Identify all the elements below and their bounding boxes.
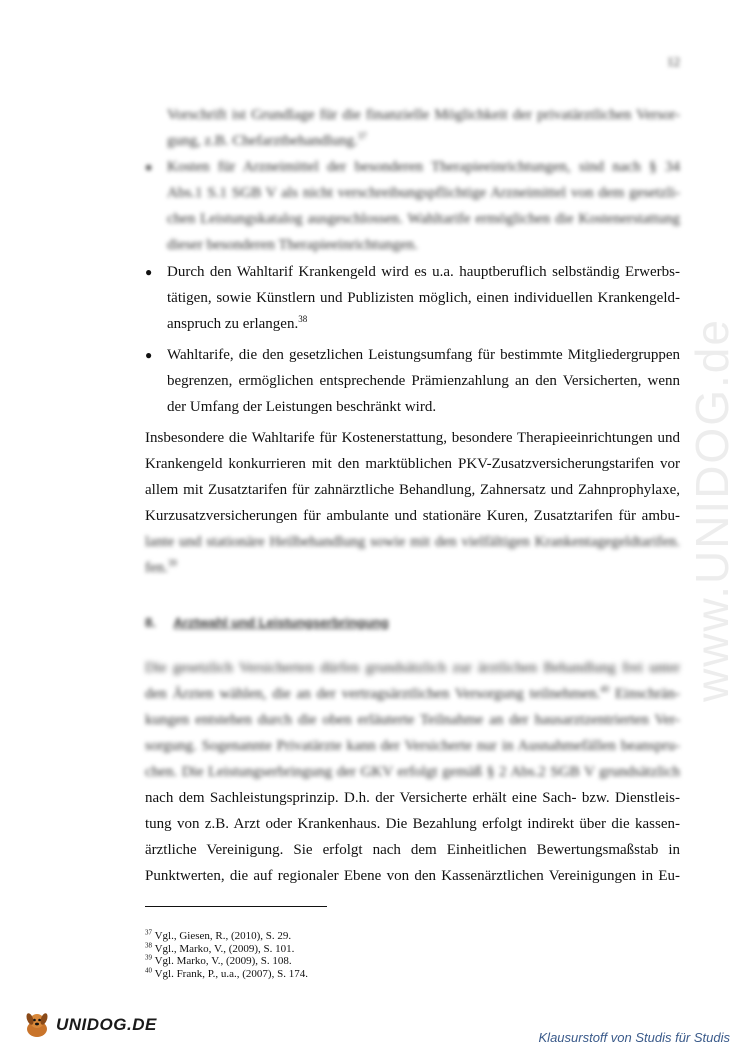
text-line: Insbesondere die Wahltarife für Kostenerstattung, besondere Therapieeinrichtungen und bbox=[145, 430, 680, 446]
text-line: Punktwerten, die auf regionaler Ebene von den Kassenärztlichen Vereinigungen in Eu- bbox=[145, 868, 680, 884]
footnote-item: $^{37}$ Vgl., Giesen, R., (2010), S. 29. bbox=[145, 928, 292, 942]
section-heading bbox=[145, 615, 389, 630]
text-line: tätigen, sowie Künstlern und Publizisten möglich, einen individuellen Krankengeld- bbox=[167, 290, 680, 306]
text-line: sorgung. Sogenannte Privatärzte kann der Versicherte nur in Ausnahmefällen beanspru- bbox=[145, 738, 680, 754]
text-line: Kosten für Arzneimittel der besonderen Therapieeinrichtungen, sind nach § 34 bbox=[167, 159, 680, 175]
tagline: Klausurstoff von Studis für Studis bbox=[538, 1030, 730, 1045]
footnote-divider bbox=[145, 906, 327, 907]
footnote-item: $^{40}$ Vgl. Frank, P., u.a., (2007), S. 174. bbox=[145, 965, 308, 980]
bullet-item-krankengeld bbox=[145, 259, 680, 337]
footnote-ref: 38 bbox=[298, 314, 308, 324]
unidog-logo[interactable] bbox=[22, 1010, 157, 1040]
watermark: www.UNIDOG.de bbox=[686, 318, 739, 702]
text-line: den Ärzten wählen, die an der vertragsärztlichen Versorgung teilnehmen.$^{40}$ Einschrän- bbox=[145, 684, 680, 702]
footnote-item: $^{38}$ Vgl., Marko, V., (2009), S. 101. bbox=[145, 940, 295, 955]
text-line: tung von z.B. Arzt oder Krankenhaus. Die Bezahlung erfolgt indirekt über die kassen- bbox=[145, 816, 680, 832]
blurred-continuation bbox=[145, 102, 680, 154]
footnote-item: $^{39}$ Vgl. Marko, V., (2009), S. 108. bbox=[145, 953, 292, 967]
paragraph-wahltarife bbox=[145, 425, 680, 581]
page-number: 12 bbox=[667, 54, 680, 69]
dog-mascot-icon bbox=[22, 1010, 52, 1040]
bullet-item-leistungsumfang bbox=[145, 342, 680, 420]
text-line: fen.$^{39}$ bbox=[145, 558, 177, 576]
text-line: Wahltarife, die den gesetzlichen Leistungsumfang für bestimmte Mitgliedergruppen bbox=[167, 347, 680, 363]
paragraph-arztwahl bbox=[145, 655, 680, 889]
text-line: Abs.1 S.1 SGB V als nicht verschreibungspflichtige Arzneimittel von dem gesetzli- bbox=[167, 185, 680, 201]
text-line: begrenzen, ermöglichen entsprechende Prämienzahlung an den Versicherten, wenn bbox=[167, 373, 680, 389]
bullet-icon: ● bbox=[145, 348, 153, 362]
section-title: Arztwahl und Leistungserbringung bbox=[173, 615, 389, 630]
text-line: kungen entstehen durch die oben erläuterte Teilnahme an der hausarztzentrierten Ver- bbox=[145, 712, 680, 728]
text-line: allem mit Zusatztarifen für zahnärztliche Behandlung, Zahnersatz und Zahnprophylaxe, bbox=[145, 482, 680, 498]
text-line: ärztliche Vereinigung. Sie erfolgt nach dem Einheitlichen Bewertungsmaßstab in bbox=[145, 842, 680, 858]
logo-text: UNIDOG.DE bbox=[56, 1015, 157, 1034]
text-line: Kurzusatzversicherungen für ambulante und stationäre Kuren, Zusatztarifen für ambu- bbox=[145, 508, 680, 524]
text-line: Vorschrift ist Grundlage für die finanzielle Möglichkeit der privatärztlichen Versor- bbox=[167, 107, 680, 123]
bullet-icon: ● bbox=[145, 160, 153, 174]
section-number: 8. bbox=[145, 615, 156, 630]
text-line: nach dem Sachleistungsprinzip. D.h. der Versicherte erhält eine Sach- bzw. Dienstleis- bbox=[145, 790, 680, 806]
text-line: Krankengeld konkurrieren mit den marktüblichen PKV-Zusatzversicherungstarifen vor bbox=[145, 456, 680, 472]
text-line: dieser besonderen Therapieeinrichtungen. bbox=[167, 237, 418, 253]
text-line: chen. Die Leistungserbringung der GKV erfolgt gemäß § 2 Abs.2 SGB V grundsätzlich bbox=[145, 764, 680, 780]
text-line: Durch den Wahltarif Krankengeld wird es u.a. hauptberuflich selbständig Erwerbs- bbox=[167, 264, 680, 280]
text-line: gung, z.B. Chefarztbehandlung.$^{37}$ bbox=[167, 131, 367, 149]
footnotes bbox=[145, 930, 308, 980]
text-line: lante und stationäre Heilbehandlung sowie mit den vielfältigen Krankentagegeldtarifen. bbox=[145, 534, 680, 550]
bullet-item-arzneimittel bbox=[145, 154, 680, 258]
bullet-icon: ● bbox=[145, 265, 153, 279]
text-line: chen Leistungskatalog ausgeschlossen. Wahltarife ermöglichen die Kostenerstattung bbox=[167, 211, 680, 227]
text-line: der Umfang der Leistungen beschränkt wird. bbox=[167, 399, 437, 415]
text-line: Die gesetzlich Versicherten dürfen grundsätzlich zur ärztlichen Behandlung frei unter bbox=[145, 660, 680, 676]
text-line: anspruch zu erlangen.$^{38}$ bbox=[167, 314, 308, 332]
